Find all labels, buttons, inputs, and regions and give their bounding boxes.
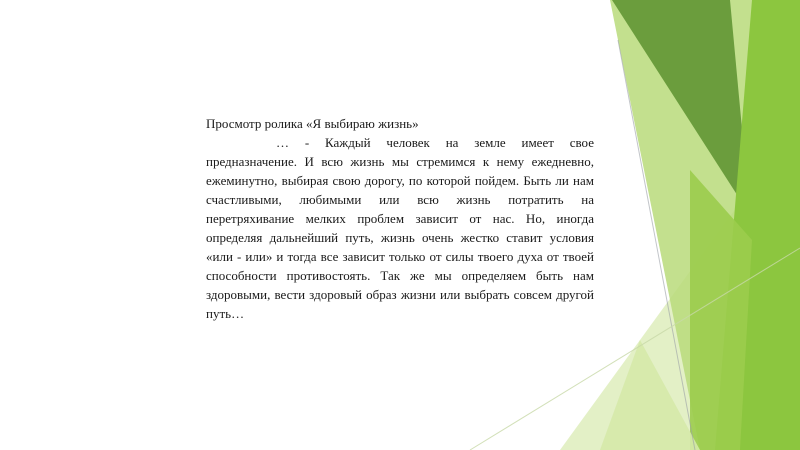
slide-text-box xyxy=(206,114,594,323)
slide-title: Просмотр ролика «Я выбираю жизнь» xyxy=(206,116,419,131)
slide-body-paragraph: … - Каждый человек на земле имеет свое предназначение. И всю жизнь мы стремимся к нему ежедневно, ежеминутно, выбирая свою дорогу, по которой пойдем. Быть ли нам счастливыми, любимыми или всю жизнь потратить на перетряхивание мелких проблем зависит от нас. Но, иногда определяя дальнейший путь, жизнь очень жестко ставит условия «или - или» и тогда все зависит только от силы твоего духа от твоей способности противостоять. Так же мы определяем быть нам здоровыми, вести здоровый образ жизни или выбрать совсем другой путь… xyxy=(206,135,594,321)
